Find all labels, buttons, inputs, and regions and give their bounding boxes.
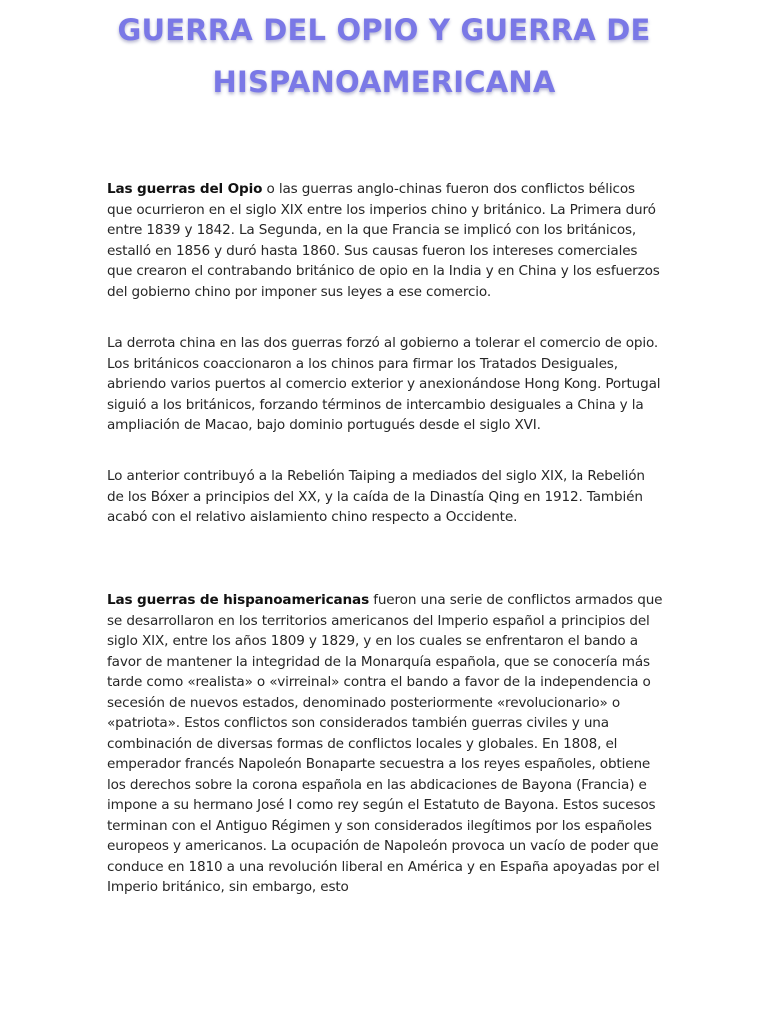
paragraph-hispanoamerican-wars bbox=[107, 590, 663, 898]
paragraph-text: Lo anterior contribuyó a la Rebelión Taiping a mediados del siglo XIX, la Rebelión de los Bóxer a principios del XX, y la caída de la Dinastía Qing en 1912. También acabó con el relativo aislamiento chino respecto a Occidente. bbox=[107, 468, 645, 525]
title-line-1: GUERRA DEL OPIO Y GUERRA DE bbox=[117, 13, 651, 47]
paragraph-opium-wars-intro bbox=[107, 179, 663, 302]
title-line-2: HISPANOAMERICANA bbox=[212, 65, 556, 99]
paragraph-opium-wars-aftermath bbox=[107, 466, 663, 528]
paragraph-opium-wars-consequences bbox=[107, 333, 663, 436]
paragraph-text: o las guerras anglo-chinas fueron dos conflictos bélicos que ocurrieron en el siglo XIX entre los imperios chino y británico. La Primera duró entre 1839 y 1842. La Segunda, en la que Francia se implicó con los británicos, estalló en 1856 y duró hasta 1860. Sus causas fueron los intereses comerciales que crearon el contrabando británico de opio en la India y en China y los esfuerzos del gobierno chino por imponer sus leyes a ese comercio. bbox=[107, 181, 660, 300]
paragraph-text: La derrota china en las dos guerras forzó al gobierno a tolerar el comercio de opio. Los británicos coaccionaron a los chinos para firmar los Tratados Desiguales, abriendo varios puertos al comercio exterior y anexionándose Hong Kong. Portugal siguió a los británicos, forzando términos de intercambio desiguales a China y la ampliación de Macao, bajo dominio portugués desde el siglo XVI. bbox=[107, 335, 661, 433]
document-title bbox=[60, 4, 708, 108]
paragraph-text: fueron una serie de conflictos armados que se desarrollaron en los territorios americanos del Imperio español a principios del siglo XIX, entre los años 1809 y 1829, y en los cuales se enfrentaron el bando a favor de mantener la integridad de la Monarquía española, que se conocería más tarde como «realista» o «virreinal» contra el bando a favor de la independencia o secesión de nuevos estados, denominado posteriormente «revolucionario» o «patriota». Estos conflictos son considerados también guerras civiles y una combinación de diversas formas de conflictos locales y globales. En 1808, el emperador francés Napoleón Bonaparte secuestra a los reyes españoles, obtiene los derechos sobre la corona española en las abdicaciones de Bayona (Francia) e impone a su hermano José I como rey según el Estatuto de Bayona. Estos sucesos terminan con el Antiguo Régimen y son considerados ilegítimos por los españoles europeos y americanos. La ocupación de Napoleón provoca un vacío de poder que conduce en 1810 a una revolución liberal en América y en España apoyadas por el Imperio británico, sin embargo, esto bbox=[107, 592, 663, 895]
bold-term: Las guerras de hispanoamericanas bbox=[107, 592, 370, 608]
bold-term: Las guerras del Opio bbox=[107, 181, 263, 197]
